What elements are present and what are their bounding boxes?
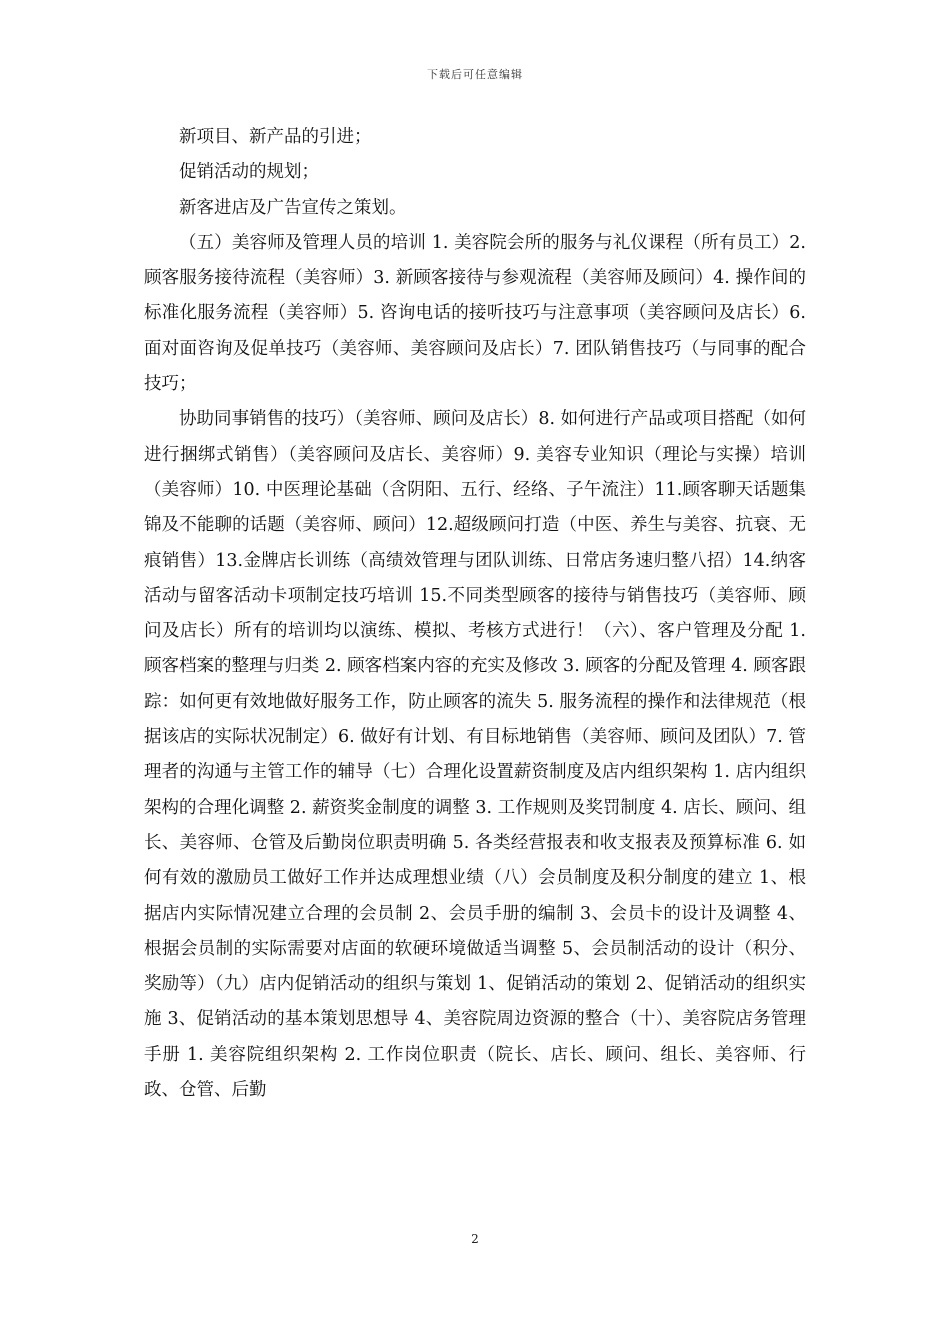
paragraph-new-projects: 新项目、新产品的引进； <box>179 127 372 147</box>
paragraph-promotion-planning: 促销活动的规划； <box>179 162 319 183</box>
paragraph-staff-training: （五）美容师及管理人员的培训 1. 美容院会所的服务与礼仪课程（所有员工）2. 顾客服务接待流程（美容师）3. 新顾客接待与参观流程（美容师及顾问）4. 操作间的标准化服务流程（美容师）5. 咨询电话的接听技巧与注意事项（美容顾问及店长）6. 面对面咨询及促单技巧（美容师、美容顾问及店长）7. 团队销售技巧（与同事的配合技巧； <box>144 232 806 395</box>
document-body <box>144 120 806 1108</box>
page-number: 2 <box>471 1232 479 1246</box>
page-header: 下载后可任意编辑 <box>427 68 523 81</box>
paragraph-training-details: 协助同事销售的技巧）（美容师、顾问及店长）8. 如何进行产品或项目搭配（如何进行捆绑式销售）（美容顾问及店长、美容师）9. 美容专业知识（理论与实操）培训（美容师）10. 中医理论基础（含阴阳、五行、经络、子午流注）11.顾客聊天话题集锦及不能聊的话题（美容师、顾问）12.超级顾问打造（中医、养生与美容、抗衰、无痕销售）13.金牌店长训练（高绩效管理与团队训练、日常店务速归整八招）14.纳客活动与留客活动卡项制定技巧培训 15.不同类型顾客的接待与销售技巧（美容师、顾问及店长）所有的培训均以演练、模拟、考核方式进行！（六）、客户管理及分配 1. 顾客档案的整理与归类 2. 顾客档案内容的充实及修改 3. 顾客的分配及管理 4. 顾客跟踪：如何更有效地做好服务工作，防止顾客的流失 5. 服务流程的操作和法律规范（根据该店的实际状况制定）6. 做好有计划、有目标地销售（美容师、顾问及团队）7. 管理者的沟通与主管工作的辅导（七）合理化设置薪资制度及店内组织架构 1. 店内组织架构的合理化调整 2. 薪资奖金制度的调整 3. 工作规则及奖罚制度 4. 店长、顾问、组长、美容师、仓管及后勤岗位职责明确 5. 各类经营报表和收支报表及预算标准 6. 如何有效的激励员工做好工作并达成理想业绩（八）会员制度及积分制度的建立 1、根据店内实际情况建立合理的会员制 2、会员手册的编制 3、会员卡的设计及调整 4、根据会员制的实际需要对店面的软硬环境做适当调整 5、会员制活动的设计（积分、奖励等）（九）店内促销活动的组织与策划 1、促销活动的策划 2、促销活动的组织实施 3、促销活动的基本策划思想导 4、美容院周边资源的整合（十）、美容院店务管理手册 1. 美容院组织架构 2. 工作岗位职责（院长、店长、顾问、组长、美容师、行政、仓管、后勤 <box>144 409 806 1101</box>
paragraph-advertising-planning: 新客进店及广告宣传之策划。 <box>179 197 407 218</box>
